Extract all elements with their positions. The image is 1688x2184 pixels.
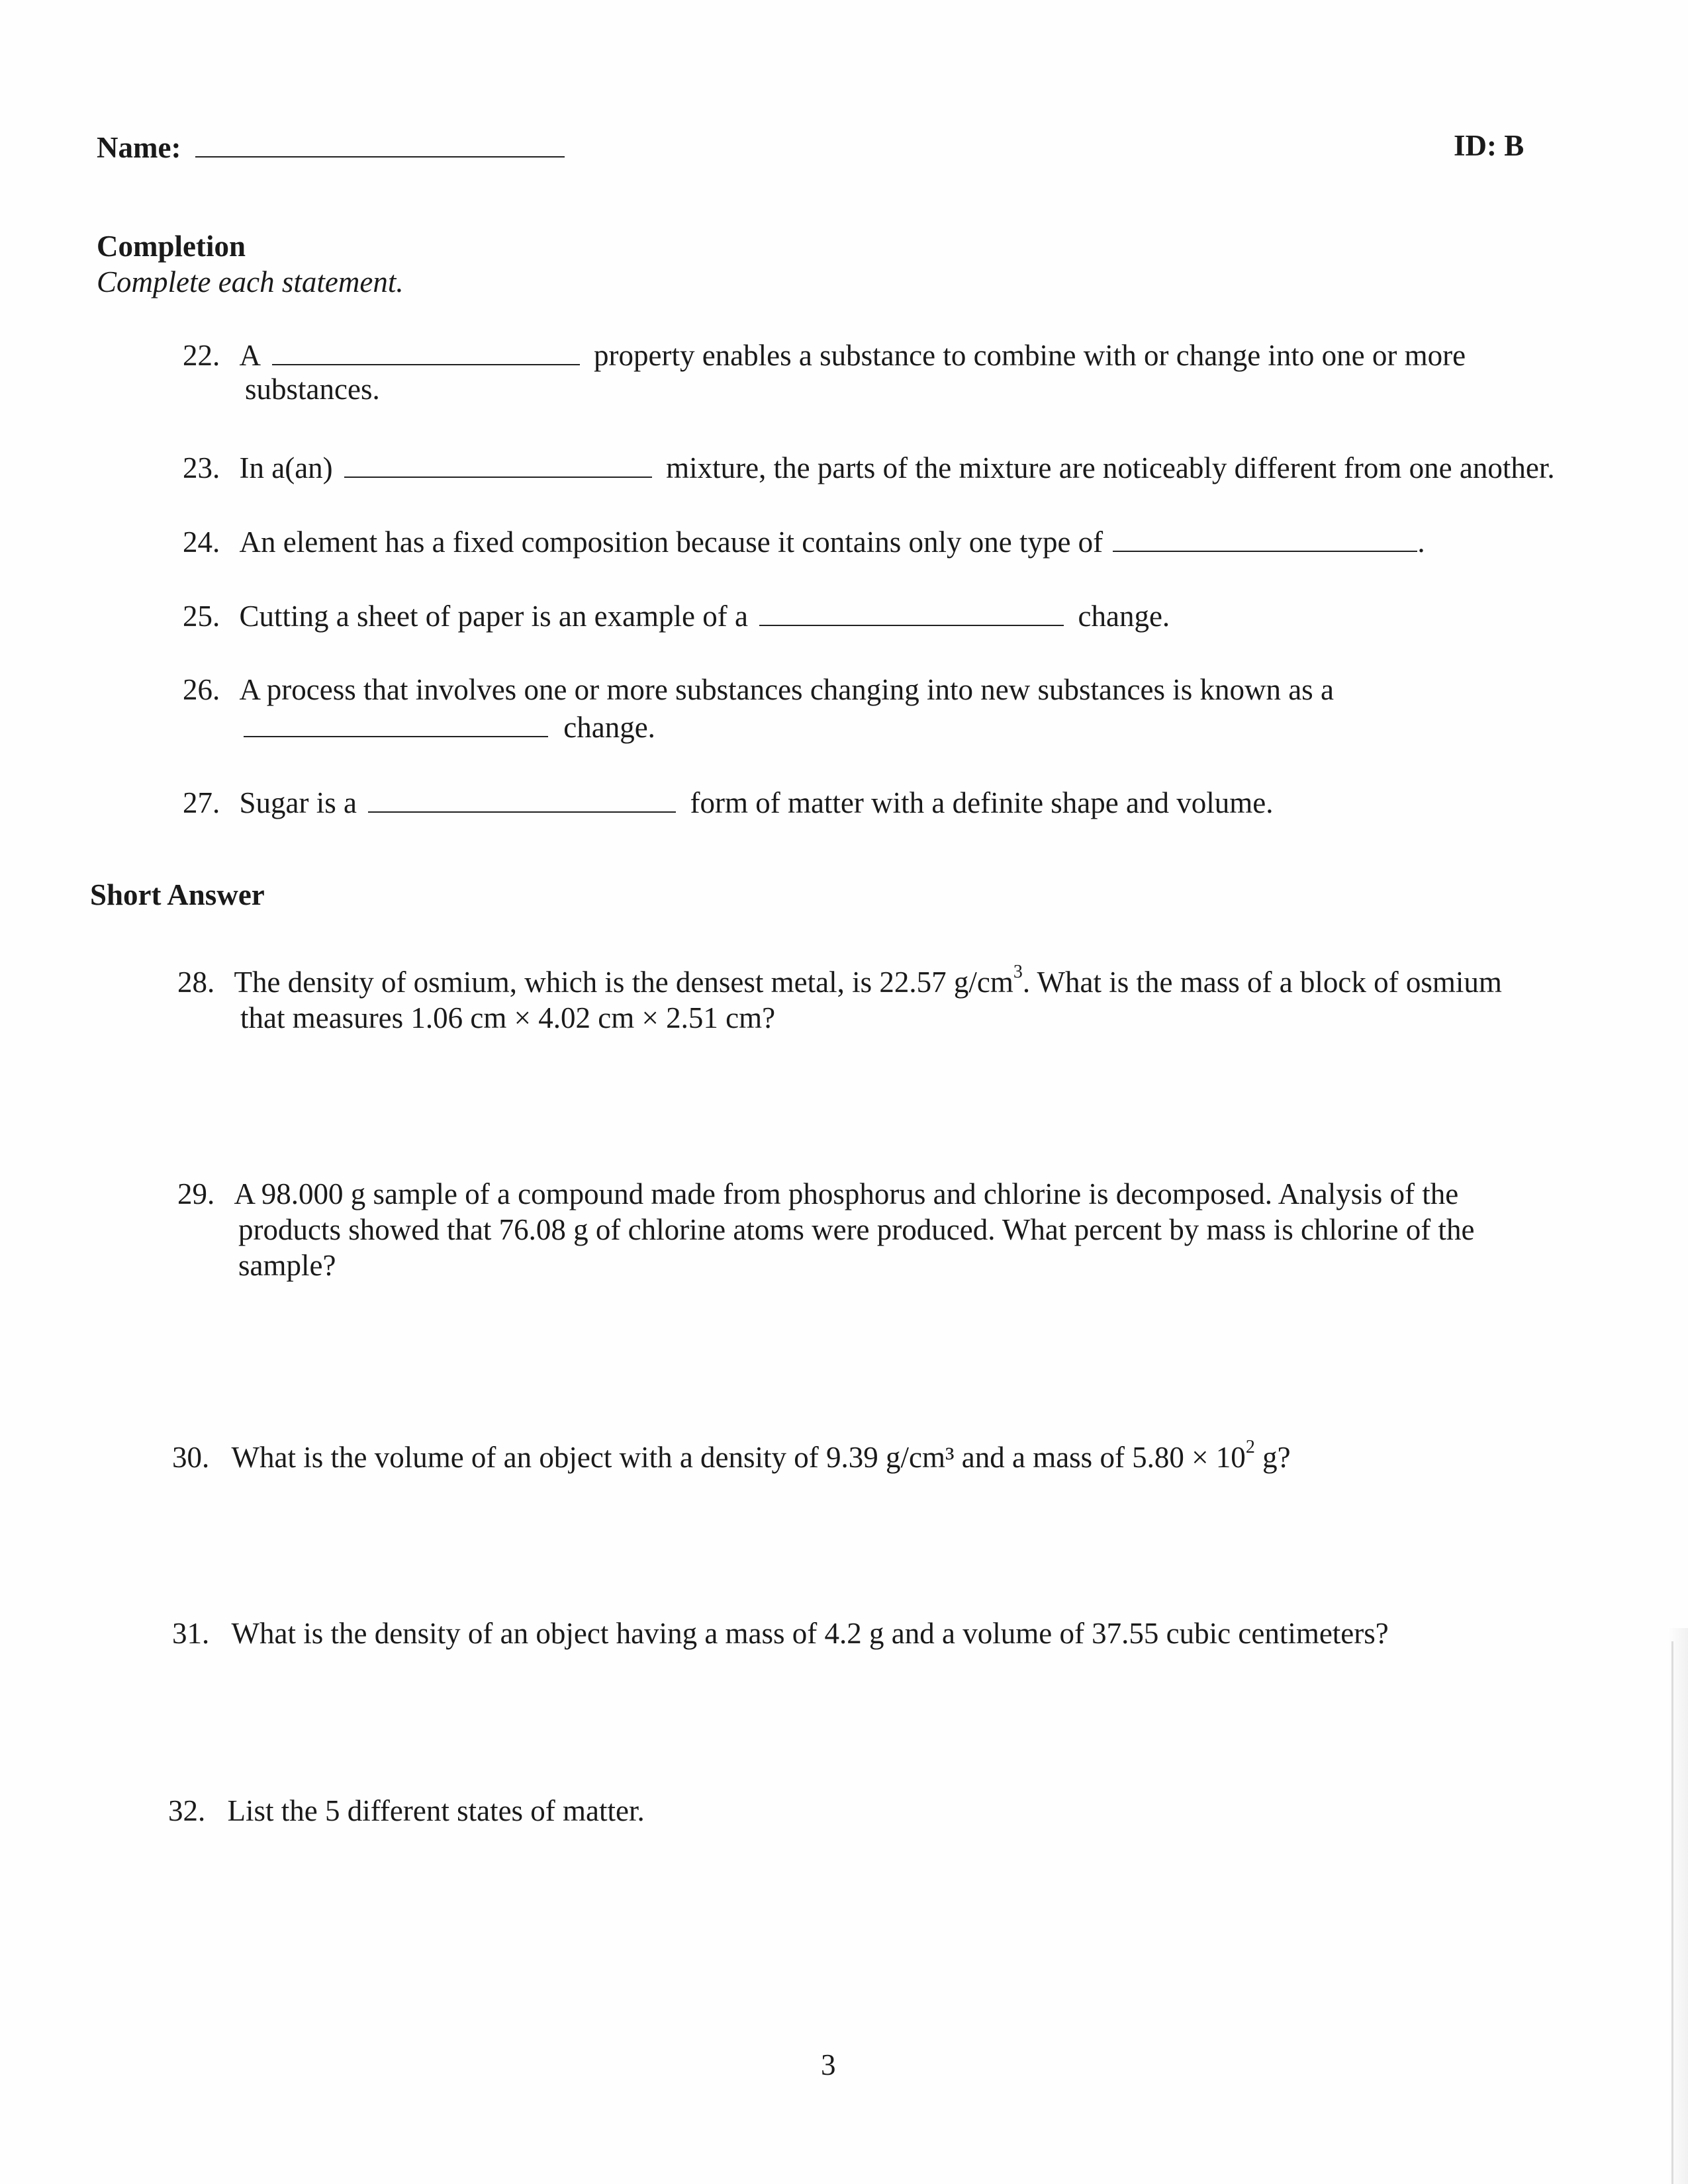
answer-blank-24[interactable] — [1113, 522, 1417, 552]
question-22-line2: substances. — [245, 373, 380, 406]
page-number: 3 — [821, 2048, 836, 2081]
name-row — [97, 127, 565, 166]
question-22-line1 — [183, 335, 1466, 374]
question-26-line2 — [244, 707, 655, 746]
question-text: What is the volume of an object with a density of 9.39 g/cm³ and a mass of 5.80 × 10 — [231, 1441, 1246, 1474]
question-text: . — [1417, 525, 1425, 559]
question-text: . What is the mass of a block of osmium — [1022, 966, 1502, 999]
question-31 — [172, 1615, 1389, 1652]
question-28-line2: that measures 1.06 cm × 4.02 cm × 2.51 cm? — [240, 1001, 776, 1034]
question-number: 25. — [183, 600, 220, 633]
question-number: 29. — [177, 1177, 215, 1210]
question-number: 27. — [183, 786, 220, 819]
answer-blank-25[interactable] — [759, 596, 1064, 626]
question-28-line1 — [177, 964, 1502, 1001]
question-text: List the 5 different states of matter. — [227, 1794, 645, 1827]
question-text: g? — [1254, 1441, 1291, 1474]
question-32 — [168, 1792, 645, 1829]
question-24 — [183, 522, 1425, 561]
question-text: change. — [563, 711, 655, 744]
name-label: Name: — [97, 131, 181, 164]
question-text: What is the density of an object having a mass of 4.2 g and a volume of 37.55 cubic centimeters? — [231, 1617, 1389, 1650]
question-text: A process that involves one or more substances changing into new substances is known as a — [239, 673, 1334, 706]
superscript: 3 — [1013, 962, 1023, 982]
answer-blank-27[interactable] — [368, 782, 676, 813]
question-29-line3: sample? — [238, 1249, 336, 1282]
question-text: property enables a substance to combine with or change into one or more — [594, 339, 1466, 372]
name-blank[interactable] — [195, 127, 565, 158]
id-label: ID: B — [1454, 129, 1524, 162]
answer-blank-26[interactable] — [244, 707, 548, 737]
question-text: Cutting a sheet of paper is an example of a — [239, 600, 748, 633]
question-23 — [183, 447, 1555, 486]
question-26-line1 — [183, 671, 1334, 708]
question-27 — [183, 782, 1273, 821]
question-25 — [183, 596, 1170, 635]
question-text: mixture, the parts of the mixture are noticeably different from one another. — [666, 451, 1555, 484]
question-text: A 98.000 g sample of a compound made from phosphorus and chlorine is decomposed. Analysis of the — [234, 1177, 1459, 1210]
superscript: 2 — [1245, 1437, 1255, 1457]
question-number: 23. — [183, 451, 220, 484]
question-number: 31. — [172, 1617, 210, 1650]
question-text: change. — [1078, 600, 1170, 633]
question-number: 26. — [183, 673, 220, 706]
question-text: An element has a fixed composition because it contains only one type of — [239, 525, 1103, 559]
completion-instruction: Complete each statement. — [97, 265, 404, 298]
question-29-line2: products showed that 76.08 g of chlorine atoms were produced. What percent by mass is chlorine of the — [238, 1213, 1475, 1246]
question-number: 24. — [183, 525, 220, 559]
question-text: Sugar is a — [239, 786, 357, 819]
question-number: 28. — [177, 966, 215, 999]
question-30 — [172, 1439, 1291, 1476]
question-text: In a(an) — [239, 451, 333, 484]
question-text: A — [239, 339, 259, 372]
answer-blank-23[interactable] — [344, 447, 652, 478]
scan-edge-line — [1671, 1641, 1673, 2184]
question-text: The density of osmium, which is the densest metal, is 22.57 g/cm — [234, 966, 1013, 999]
short-answer-title: Short Answer — [90, 878, 265, 911]
question-number: 32. — [168, 1794, 206, 1827]
question-29-line1 — [177, 1175, 1458, 1212]
answer-blank-22[interactable] — [272, 335, 580, 365]
completion-title: Completion — [97, 230, 246, 263]
question-text: form of matter with a definite shape and volume. — [690, 786, 1274, 819]
question-number: 30. — [172, 1441, 210, 1474]
question-number: 22. — [183, 339, 220, 372]
